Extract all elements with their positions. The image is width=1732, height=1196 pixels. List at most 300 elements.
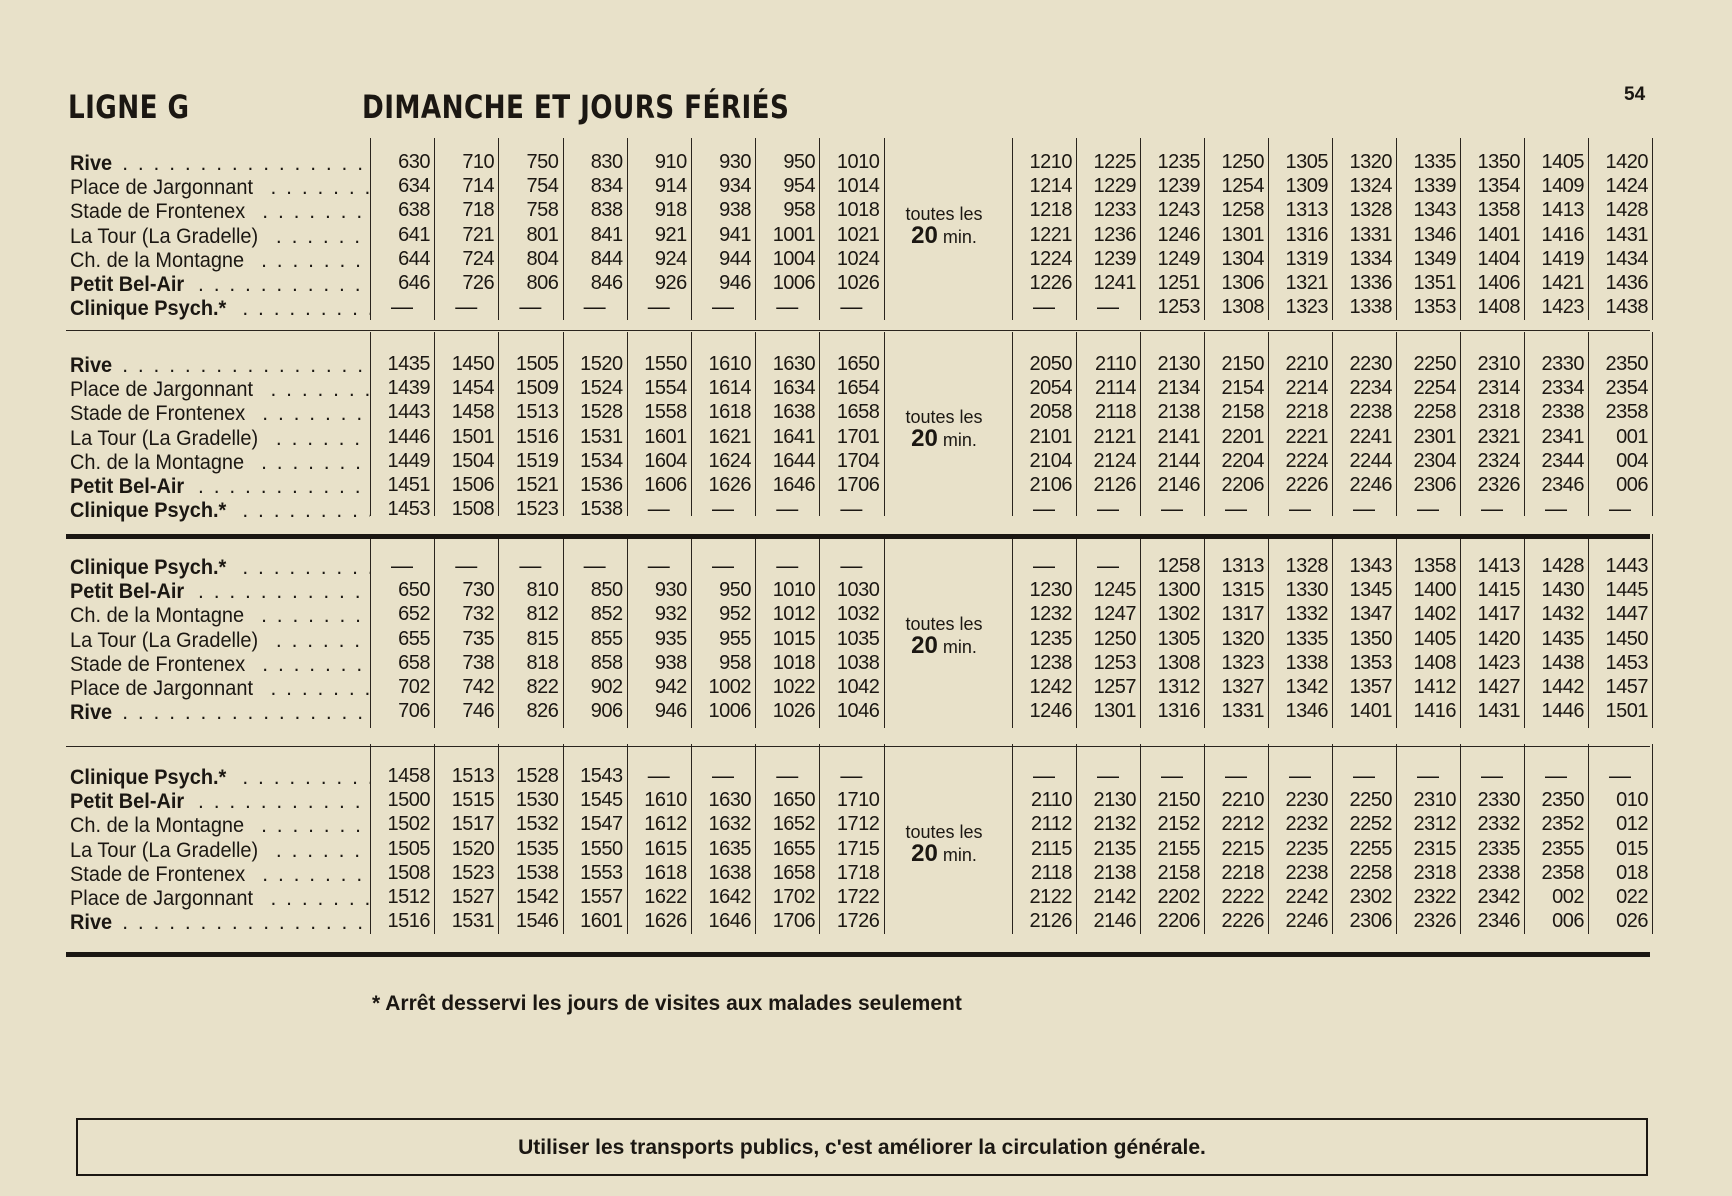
departure-time: 2235 <box>1285 837 1328 860</box>
departure-time: 1712 <box>836 813 880 836</box>
departure-time: 2250 <box>1413 353 1456 375</box>
departure-time: 1405 <box>1541 151 1584 173</box>
departure-time: 830 <box>590 151 623 173</box>
departure-time: 1646 <box>708 910 751 933</box>
departure-time: — <box>519 294 542 320</box>
departure-time: 1446 <box>387 425 430 448</box>
departure-time: 1347 <box>1349 603 1392 626</box>
departure-time: 1458 <box>387 765 430 787</box>
departure-time: 1022 <box>772 676 816 698</box>
departure-time: 924 <box>654 247 687 270</box>
departure-time: 804 <box>526 247 559 270</box>
departure-time: 2218 <box>1221 861 1264 884</box>
departure-time: 844 <box>590 247 623 270</box>
departure-time: 1550 <box>580 837 623 860</box>
departure-time: 2312 <box>1413 813 1456 836</box>
departure-time: 2230 <box>1285 789 1328 812</box>
departure-time: 1232 <box>1029 603 1072 626</box>
departure-time: 1010 <box>836 151 880 173</box>
departure-time: 1214 <box>1029 175 1072 198</box>
frequency-interval <box>885 632 1003 659</box>
departure-time: 652 <box>398 603 430 626</box>
departure-time: 2202 <box>1157 886 1200 908</box>
departure-time: 1014 <box>836 175 880 198</box>
station-name <box>70 556 370 580</box>
departure-time: 2115 <box>1030 837 1072 860</box>
departure-time: 2318 <box>1413 861 1456 884</box>
departure-time: 1542 <box>515 886 559 908</box>
departure-time: 1423 <box>1477 651 1520 674</box>
departure-time: 2344 <box>1541 449 1584 472</box>
departure-time: 1321 <box>1285 272 1328 294</box>
departure-time: 746 <box>462 700 495 723</box>
departure-time: 006 <box>1552 910 1584 933</box>
departure-time: 1610 <box>708 353 751 375</box>
departure-time: — <box>840 763 863 788</box>
frequency-note <box>885 613 1003 658</box>
departure-time: 1308 <box>1221 296 1264 319</box>
station-name <box>70 475 370 499</box>
departure-time: 2150 <box>1221 353 1264 375</box>
departure-time: 1010 <box>772 579 816 602</box>
departure-time: — <box>776 553 799 578</box>
departure-time: 1405 <box>1413 627 1456 650</box>
departure-time: 010 <box>1616 789 1648 812</box>
departure-time: 2326 <box>1477 474 1520 496</box>
departure-time: 1006 <box>708 700 751 723</box>
departure-time: 2332 <box>1477 813 1520 836</box>
departure-time: 1610 <box>644 789 687 812</box>
departure-time: 644 <box>398 247 430 270</box>
departure-time: 2301 <box>1413 425 1456 448</box>
departure-time: 1225 <box>1093 151 1136 173</box>
departure-time: 1515 <box>451 789 495 812</box>
station-name <box>70 225 370 249</box>
departure-time: 1701 <box>836 425 880 448</box>
departure-time: 1718 <box>836 861 880 884</box>
departure-time: 2135 <box>1093 837 1136 860</box>
departure-time: — <box>1097 496 1119 522</box>
departure-time: 2104 <box>1029 449 1072 472</box>
station-label: Ch. de la Montagne <box>70 604 245 628</box>
departure-time: 1308 <box>1157 651 1200 674</box>
departure-time: — <box>776 496 799 522</box>
schedule-block <box>66 148 1650 330</box>
departure-time: 2326 <box>1413 910 1456 933</box>
departure-time: 1652 <box>772 813 816 836</box>
departure-time: — <box>1289 496 1311 522</box>
departure-time: 2258 <box>1349 861 1392 884</box>
departure-time: 918 <box>654 199 687 222</box>
departure-time: 1520 <box>580 353 623 375</box>
departure-time: 1543 <box>580 765 623 787</box>
departure-time: 1313 <box>1285 199 1328 222</box>
departure-time: 1235 <box>1157 151 1200 173</box>
station-label: Ch. de la Montagne <box>70 450 245 474</box>
departure-time: 2101 <box>1029 425 1072 448</box>
departure-time: 641 <box>398 223 430 246</box>
departure-time: 1230 <box>1029 579 1072 602</box>
departure-time: 2126 <box>1029 910 1072 933</box>
departure-time: 1021 <box>836 223 880 246</box>
departure-time: 1554 <box>644 377 687 400</box>
departure-time: 1654 <box>836 377 880 400</box>
departure-time: 650 <box>398 579 430 602</box>
departure-time: 1046 <box>836 700 880 723</box>
station-label: Clinique Psych.* <box>70 556 227 579</box>
departure-time: 2130 <box>1093 789 1136 812</box>
station-name <box>70 249 370 273</box>
departure-time: 1408 <box>1413 651 1456 674</box>
departure-time: 2050 <box>1029 353 1072 375</box>
departure-time: 1650 <box>836 353 880 375</box>
departure-time: 1523 <box>515 498 559 521</box>
frequency-unit: min. <box>937 637 977 657</box>
departure-time: 938 <box>654 651 687 674</box>
station-name <box>70 766 370 790</box>
departure-time: 1417 <box>1477 603 1520 626</box>
departure-time: 754 <box>526 175 559 198</box>
departure-time: — <box>1481 763 1503 788</box>
departure-time: 658 <box>398 651 430 674</box>
departure-time: 1249 <box>1157 247 1200 270</box>
departure-time: 2322 <box>1413 886 1456 908</box>
departure-time: 822 <box>526 676 559 698</box>
departure-time: 1431 <box>1605 223 1648 246</box>
departure-time: 846 <box>590 272 623 294</box>
departure-time: 2138 <box>1157 401 1200 424</box>
departure-time: — <box>1353 763 1375 788</box>
departure-time: 2112 <box>1030 813 1072 836</box>
departure-time: 2154 <box>1221 377 1264 400</box>
departure-time: 1535 <box>515 837 559 860</box>
departure-time: 2330 <box>1541 353 1584 375</box>
station-name <box>70 911 370 935</box>
departure-time: 1449 <box>387 449 430 472</box>
departure-time: 758 <box>526 199 559 222</box>
departure-time: 1006 <box>772 272 816 294</box>
departure-time: 1400 <box>1413 579 1456 602</box>
departure-time: 714 <box>462 175 495 198</box>
column-rule <box>1652 534 1653 728</box>
departure-time: 921 <box>654 223 687 246</box>
departure-time: 1634 <box>772 377 816 400</box>
departure-time: 1030 <box>836 579 880 602</box>
departure-time: 1431 <box>1477 700 1520 723</box>
departure-time: 1224 <box>1029 247 1072 270</box>
departure-time: 930 <box>654 579 687 602</box>
frequency-line: toutes les <box>905 204 983 224</box>
departure-time: 810 <box>526 579 559 602</box>
departure-time: — <box>647 496 670 522</box>
departure-time: 1615 <box>644 837 687 860</box>
departure-time: 1331 <box>1349 223 1392 246</box>
frequency-line: toutes les <box>905 407 983 427</box>
departure-time: 2058 <box>1029 401 1072 424</box>
station-label: Stade de Frontenex <box>70 402 246 426</box>
station-name <box>70 378 370 402</box>
line-title: LIGNE G <box>68 88 190 126</box>
departure-time: 1458 <box>451 401 495 424</box>
departure-time: 1655 <box>772 837 816 860</box>
departure-time: 1334 <box>1349 247 1392 270</box>
departure-time: 1546 <box>515 910 559 933</box>
departure-time: 1506 <box>451 474 495 496</box>
departure-time: — <box>1481 496 1503 522</box>
departure-time: 1638 <box>708 861 751 884</box>
departure-time: 1004 <box>772 247 816 270</box>
departure-time: 1644 <box>772 449 816 472</box>
departure-time: 1409 <box>1541 175 1584 198</box>
departure-time: — <box>1225 763 1247 788</box>
departure-time: 1638 <box>772 401 816 424</box>
departure-time: 2214 <box>1285 377 1328 400</box>
departure-time: 1319 <box>1285 247 1328 270</box>
departure-time: 1530 <box>515 789 559 812</box>
frequency-unit: min. <box>937 227 977 247</box>
departure-time: — <box>455 553 478 578</box>
departure-time: 1257 <box>1093 676 1136 698</box>
departure-time: 934 <box>719 175 751 198</box>
departure-time: 646 <box>398 272 430 294</box>
departure-time: 1253 <box>1157 296 1200 319</box>
departure-time: — <box>1097 553 1119 578</box>
station-name <box>70 176 370 200</box>
departure-time: 012 <box>1616 813 1648 836</box>
departure-time: 1443 <box>1605 555 1648 577</box>
station-name <box>70 152 370 176</box>
departure-time: 1354 <box>1477 175 1520 198</box>
departure-time: 1415 <box>1477 579 1520 602</box>
departure-time: 1251 <box>1157 272 1200 294</box>
page-number: 54 <box>1624 84 1646 105</box>
departure-time: 1706 <box>836 474 880 496</box>
departure-time: 1428 <box>1541 555 1584 577</box>
departure-time: — <box>840 496 863 522</box>
station-label: Clinique Psych.* <box>70 766 227 789</box>
frequency-line: toutes les <box>905 614 983 634</box>
departure-time: 1239 <box>1157 175 1200 198</box>
departure-time: 2146 <box>1093 910 1136 933</box>
departure-time: 1521 <box>515 474 559 496</box>
departure-time: 1513 <box>451 765 495 787</box>
departure-time: 958 <box>719 651 751 674</box>
departure-time: 850 <box>590 579 623 602</box>
departure-time: 1018 <box>772 651 816 674</box>
departure-time: 1357 <box>1349 676 1392 698</box>
station-label: Petit Bel-Air <box>70 580 185 604</box>
departure-time: 026 <box>1616 910 1648 933</box>
departure-time: 1434 <box>1605 247 1648 270</box>
departure-time: 938 <box>719 199 751 222</box>
departure-time: 801 <box>526 223 559 246</box>
departure-time: 1239 <box>1093 247 1136 270</box>
departure-time: — <box>391 294 413 320</box>
departure-time: 710 <box>462 151 495 173</box>
station-label: Place de Jargonnant <box>70 378 254 402</box>
departure-time: — <box>712 294 734 320</box>
departure-time: 932 <box>654 603 687 626</box>
departure-time: 2246 <box>1349 474 1392 496</box>
departure-time: 2224 <box>1285 449 1328 472</box>
departure-time: 1323 <box>1221 651 1264 674</box>
station-name <box>70 839 370 863</box>
footnote: * Arrêt desservi les jours de visites aux malades seulement <box>372 992 962 1015</box>
departure-time: — <box>1545 763 1567 788</box>
departure-time: 1642 <box>708 886 751 908</box>
departure-time: 950 <box>783 151 816 173</box>
frequency-note <box>885 821 1003 866</box>
departure-time: 2121 <box>1093 425 1136 448</box>
departure-time: 1247 <box>1093 603 1136 626</box>
station-label: Rive <box>70 701 113 725</box>
departure-time: 2350 <box>1541 789 1584 812</box>
departure-time: 1612 <box>644 813 687 836</box>
departure-time: 944 <box>719 247 751 270</box>
departure-time: 812 <box>526 603 559 626</box>
departure-time: 1516 <box>515 425 559 448</box>
departure-time: 1243 <box>1157 199 1200 222</box>
departure-time: 1509 <box>515 377 559 400</box>
departure-time: 1502 <box>387 813 430 836</box>
departure-time: 1221 <box>1029 223 1072 246</box>
departure-time: 1304 <box>1221 247 1264 270</box>
departure-time: 1335 <box>1285 627 1328 650</box>
departure-time: — <box>455 294 478 320</box>
departure-time: 2244 <box>1349 449 1392 472</box>
frequency-number: 20 <box>911 840 938 867</box>
station-label: Clinique Psych.* <box>70 499 227 523</box>
block-divider <box>66 746 1650 747</box>
departure-time: — <box>1097 763 1119 788</box>
departure-time: 1512 <box>387 886 430 908</box>
departure-time: 1534 <box>580 449 623 472</box>
departure-time: 1328 <box>1349 199 1392 222</box>
station-label: La Tour (La Gradelle) <box>70 838 259 862</box>
departure-time: 1641 <box>772 425 816 448</box>
frequency-interval <box>885 425 1003 452</box>
departure-time: 1258 <box>1157 555 1200 577</box>
departure-time: 1032 <box>836 603 880 626</box>
frequency-number: 20 <box>911 425 938 452</box>
departure-time: 1553 <box>580 861 623 884</box>
departure-time: 2150 <box>1157 789 1200 812</box>
departure-time: — <box>1097 294 1119 320</box>
station-name <box>70 354 370 378</box>
departure-time: 2201 <box>1221 425 1264 448</box>
departure-time: 1505 <box>387 837 430 860</box>
departure-time: — <box>583 294 606 320</box>
departure-time: 1416 <box>1413 700 1456 723</box>
departure-time: 1604 <box>644 449 687 472</box>
departure-time: 1658 <box>836 401 880 424</box>
departure-time: 1351 <box>1413 272 1456 294</box>
departure-time: — <box>1609 496 1631 522</box>
departure-time: 1026 <box>836 272 880 294</box>
departure-time: 1432 <box>1541 603 1584 626</box>
departure-time: 2324 <box>1477 449 1520 472</box>
station-name <box>70 790 370 814</box>
departure-time: 1646 <box>772 474 816 496</box>
departure-time: 1527 <box>451 886 495 908</box>
table-bottom-rule <box>66 952 1650 957</box>
departure-time: 826 <box>526 700 559 723</box>
station-name <box>70 677 370 701</box>
departure-time: 1726 <box>836 910 880 933</box>
departure-time: 1704 <box>836 449 880 472</box>
departure-time: 1523 <box>451 861 495 884</box>
departure-time: 1438 <box>1541 651 1584 674</box>
departure-time: 852 <box>590 603 623 626</box>
departure-time: — <box>647 294 670 320</box>
station-label: Place de Jargonnant <box>70 677 254 700</box>
departure-time: 1404 <box>1477 247 1520 270</box>
departure-time: 1038 <box>836 651 880 674</box>
departure-time: 2114 <box>1094 377 1136 400</box>
departure-time: 930 <box>719 151 751 173</box>
departure-time: 952 <box>719 603 751 626</box>
departure-time: 1626 <box>644 910 687 933</box>
departure-time: 1226 <box>1029 272 1072 294</box>
departure-time: 1457 <box>1605 676 1648 698</box>
departure-time: 1538 <box>515 861 559 884</box>
departure-time: — <box>1033 496 1055 522</box>
station-label: Place de Jargonnant <box>70 176 254 200</box>
departure-time: 1436 <box>1605 272 1648 294</box>
departure-time: 806 <box>526 272 559 294</box>
departure-time: 738 <box>462 651 495 674</box>
station-label: Rive <box>70 152 113 175</box>
departure-time: 1519 <box>515 449 559 472</box>
departure-time: 2310 <box>1477 353 1520 375</box>
departure-time: 1722 <box>836 886 880 908</box>
departure-time: 2110 <box>1030 789 1072 812</box>
departure-time: 1236 <box>1093 223 1136 246</box>
departure-time: 2152 <box>1157 813 1200 836</box>
station-name <box>70 863 370 887</box>
departure-time: 958 <box>783 199 816 222</box>
station-label: La Tour (La Gradelle) <box>70 426 259 450</box>
departure-time: 2230 <box>1349 353 1392 375</box>
departure-time: 1650 <box>772 789 816 812</box>
departure-time: 1338 <box>1349 296 1392 319</box>
departure-time: 2232 <box>1285 813 1328 836</box>
departure-time: 1026 <box>772 700 816 723</box>
departure-time: 1621 <box>708 425 751 448</box>
departure-time: 950 <box>719 579 751 602</box>
departure-time: 730 <box>462 579 495 602</box>
station-label: Ch. de la Montagne <box>70 248 245 272</box>
departure-time: 1624 <box>708 449 751 472</box>
departure-time: 2146 <box>1157 474 1200 496</box>
departure-time: 1331 <box>1221 700 1264 723</box>
departure-time: — <box>712 763 734 788</box>
departure-time: 1536 <box>580 474 623 496</box>
departure-time: 1253 <box>1093 651 1136 674</box>
departure-time: 1313 <box>1221 555 1264 577</box>
column-rule <box>1652 138 1653 320</box>
departure-time: 1305 <box>1157 627 1200 650</box>
departure-time: 2306 <box>1349 910 1392 933</box>
departure-time: 1316 <box>1157 700 1200 723</box>
departure-time: 1358 <box>1477 199 1520 222</box>
station-label: Rive <box>70 354 113 377</box>
departure-time: 1424 <box>1605 175 1648 198</box>
departure-time: — <box>1033 763 1055 788</box>
departure-time: 2141 <box>1157 425 1200 448</box>
departure-time: 1323 <box>1285 296 1328 319</box>
departure-time: 2134 <box>1157 377 1200 400</box>
